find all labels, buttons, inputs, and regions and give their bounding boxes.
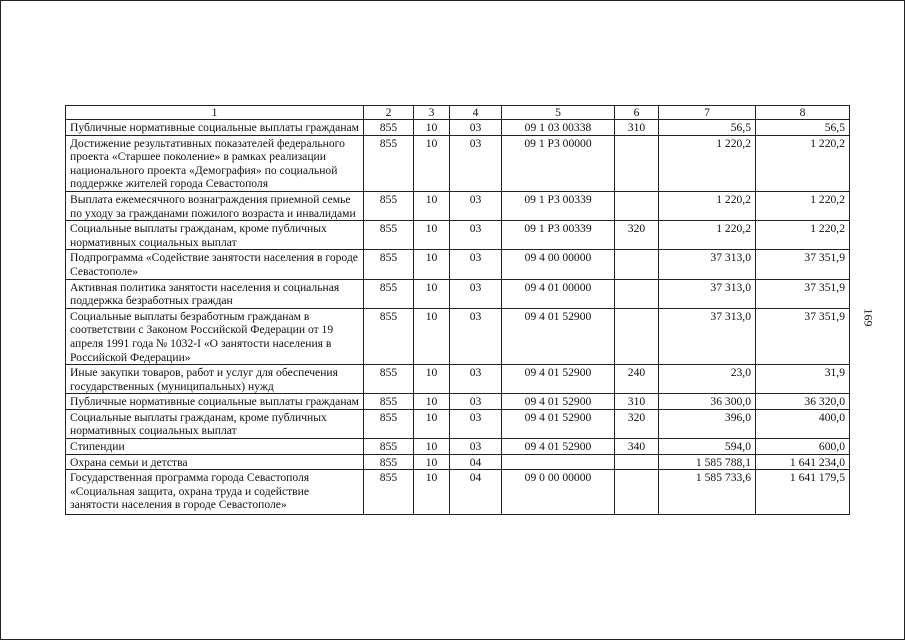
row-name-cell: Социальные выплаты безработным гражданам в соответствии с Законом Российской Федерации от 19 апреля 1991 года № 1032-I «О занятости населения в Российской Федерации» xyxy=(66,308,364,364)
section-cell: 10 xyxy=(414,409,450,438)
target-article-cell: 09 4 01 00000 xyxy=(502,279,615,308)
amount-year2-cell: 600,0 xyxy=(756,439,850,455)
expense-type-cell: 310 xyxy=(615,120,659,136)
amount-year1-cell: 396,0 xyxy=(659,409,756,438)
code-cell: 855 xyxy=(364,439,414,455)
code-cell: 855 xyxy=(364,365,414,394)
target-article-cell: 09 1 03 00338 xyxy=(502,120,615,136)
table-row xyxy=(66,250,850,279)
section-cell: 10 xyxy=(414,470,450,515)
table-body xyxy=(66,120,850,515)
row-name-cell: Социальные выплаты гражданам, кроме публичных нормативных социальных выплат xyxy=(66,409,364,438)
section-cell: 10 xyxy=(414,221,450,250)
expense-type-cell xyxy=(615,250,659,279)
subsection-cell: 03 xyxy=(450,394,502,410)
target-article-cell: 09 1 Р3 00339 xyxy=(502,221,615,250)
target-article-cell: 09 4 01 52900 xyxy=(502,365,615,394)
target-article-cell: 09 4 01 52900 xyxy=(502,439,615,455)
amount-year1-cell: 23,0 xyxy=(659,365,756,394)
subsection-cell: 03 xyxy=(450,120,502,136)
row-name-cell: Публичные нормативные социальные выплаты гражданам xyxy=(66,394,364,410)
code-cell: 855 xyxy=(364,221,414,250)
table-row xyxy=(66,454,850,470)
row-name-cell: Социальные выплаты гражданам, кроме публичных нормативных социальных выплат xyxy=(66,221,364,250)
row-name-cell: Публичные нормативные социальные выплаты гражданам xyxy=(66,120,364,136)
table-row xyxy=(66,221,850,250)
row-name-cell: Выплата ежемесячного вознаграждения приемной семье по уходу за гражданами пожилого возраста и инвалидами xyxy=(66,191,364,220)
code-cell: 855 xyxy=(364,409,414,438)
section-cell: 10 xyxy=(414,454,450,470)
subsection-cell: 04 xyxy=(450,454,502,470)
column-header: 1 xyxy=(66,106,364,120)
code-cell: 855 xyxy=(364,135,414,191)
expense-type-cell xyxy=(615,470,659,515)
amount-year1-cell: 1 220,2 xyxy=(659,191,756,220)
expense-type-cell xyxy=(615,454,659,470)
target-article-cell: 09 4 01 52900 xyxy=(502,308,615,364)
expense-type-cell xyxy=(615,308,659,364)
table-row xyxy=(66,394,850,410)
section-cell: 10 xyxy=(414,120,450,136)
page-number: 169 xyxy=(861,308,876,327)
table-row xyxy=(66,279,850,308)
section-cell: 10 xyxy=(414,135,450,191)
amount-year2-cell: 37 351,9 xyxy=(756,250,850,279)
table-row xyxy=(66,191,850,220)
subsection-cell: 03 xyxy=(450,365,502,394)
subsection-cell: 03 xyxy=(450,191,502,220)
code-cell: 855 xyxy=(364,279,414,308)
section-cell: 10 xyxy=(414,365,450,394)
expense-type-cell xyxy=(615,191,659,220)
row-name-cell: Стипендии xyxy=(66,439,364,455)
target-article-cell: 09 4 01 52900 xyxy=(502,394,615,410)
table-row xyxy=(66,470,850,515)
subsection-cell: 04 xyxy=(450,470,502,515)
table-row xyxy=(66,308,850,364)
amount-year1-cell: 1 220,2 xyxy=(659,135,756,191)
code-cell: 855 xyxy=(364,454,414,470)
target-article-cell: 09 1 Р3 00339 xyxy=(502,191,615,220)
column-header: 5 xyxy=(502,106,615,120)
code-cell: 855 xyxy=(364,250,414,279)
expense-type-cell: 240 xyxy=(615,365,659,394)
table-row xyxy=(66,365,850,394)
expense-type-cell: 310 xyxy=(615,394,659,410)
amount-year1-cell: 36 300,0 xyxy=(659,394,756,410)
column-header: 6 xyxy=(615,106,659,120)
amount-year1-cell: 1 585 788,1 xyxy=(659,454,756,470)
table-row xyxy=(66,135,850,191)
subsection-cell: 03 xyxy=(450,439,502,455)
row-name-cell: Подпрограмма «Содействие занятости населения в городе Севастополе» xyxy=(66,250,364,279)
column-header: 8 xyxy=(756,106,850,120)
budget-table xyxy=(65,105,850,515)
section-cell: 10 xyxy=(414,191,450,220)
amount-year1-cell: 56,5 xyxy=(659,120,756,136)
amount-year2-cell: 37 351,9 xyxy=(756,279,850,308)
column-header: 2 xyxy=(364,106,414,120)
amount-year1-cell: 594,0 xyxy=(659,439,756,455)
target-article-cell: 09 4 00 00000 xyxy=(502,250,615,279)
code-cell: 855 xyxy=(364,394,414,410)
amount-year1-cell: 1 585 733,6 xyxy=(659,470,756,515)
row-name-cell: Государственная программа города Севастополя «Социальная защита, охрана труда и содействие занятости населения в городе Севастополе» xyxy=(66,470,364,515)
table-row xyxy=(66,439,850,455)
target-article-cell: 09 4 01 52900 xyxy=(502,409,615,438)
amount-year2-cell: 400,0 xyxy=(756,409,850,438)
table-row xyxy=(66,120,850,136)
subsection-cell: 03 xyxy=(450,250,502,279)
expense-type-cell: 320 xyxy=(615,221,659,250)
subsection-cell: 03 xyxy=(450,135,502,191)
code-cell: 855 xyxy=(364,120,414,136)
column-header: 3 xyxy=(414,106,450,120)
row-name-cell: Охрана семьи и детства xyxy=(66,454,364,470)
code-cell: 855 xyxy=(364,308,414,364)
target-article-cell: 09 1 Р3 00000 xyxy=(502,135,615,191)
section-cell: 10 xyxy=(414,279,450,308)
table-row xyxy=(66,409,850,438)
expense-type-cell: 320 xyxy=(615,409,659,438)
amount-year2-cell: 1 220,2 xyxy=(756,221,850,250)
row-name-cell: Иные закупки товаров, работ и услуг для обеспечения государственных (муниципальных) нужд xyxy=(66,365,364,394)
amount-year2-cell: 1 220,2 xyxy=(756,191,850,220)
expense-type-cell xyxy=(615,279,659,308)
code-cell: 855 xyxy=(364,191,414,220)
table-header-row xyxy=(66,106,850,120)
amount-year2-cell: 56,5 xyxy=(756,120,850,136)
expense-type-cell: 340 xyxy=(615,439,659,455)
amount-year1-cell: 37 313,0 xyxy=(659,308,756,364)
row-name-cell: Достижение результативных показателей федерального проекта «Старшее поколение» в рамках реализации национального проекта «Демография» по социальной поддержке жителей города Севастополя xyxy=(66,135,364,191)
amount-year1-cell: 37 313,0 xyxy=(659,279,756,308)
section-cell: 10 xyxy=(414,439,450,455)
amount-year1-cell: 1 220,2 xyxy=(659,221,756,250)
section-cell: 10 xyxy=(414,394,450,410)
subsection-cell: 03 xyxy=(450,279,502,308)
column-header: 4 xyxy=(450,106,502,120)
target-article-cell xyxy=(502,454,615,470)
amount-year1-cell: 37 313,0 xyxy=(659,250,756,279)
section-cell: 10 xyxy=(414,308,450,364)
code-cell: 855 xyxy=(364,470,414,515)
column-header: 7 xyxy=(659,106,756,120)
subsection-cell: 03 xyxy=(450,308,502,364)
amount-year2-cell: 1 641 179,5 xyxy=(756,470,850,515)
amount-year2-cell: 1 220,2 xyxy=(756,135,850,191)
amount-year2-cell: 36 320,0 xyxy=(756,394,850,410)
row-name-cell: Активная политика занятости населения и социальная поддержка безработных граждан xyxy=(66,279,364,308)
amount-year2-cell: 37 351,9 xyxy=(756,308,850,364)
target-article-cell: 09 0 00 00000 xyxy=(502,470,615,515)
section-cell: 10 xyxy=(414,250,450,279)
expense-type-cell xyxy=(615,135,659,191)
subsection-cell: 03 xyxy=(450,409,502,438)
amount-year2-cell: 31,9 xyxy=(756,365,850,394)
subsection-cell: 03 xyxy=(450,221,502,250)
amount-year2-cell: 1 641 234,0 xyxy=(756,454,850,470)
